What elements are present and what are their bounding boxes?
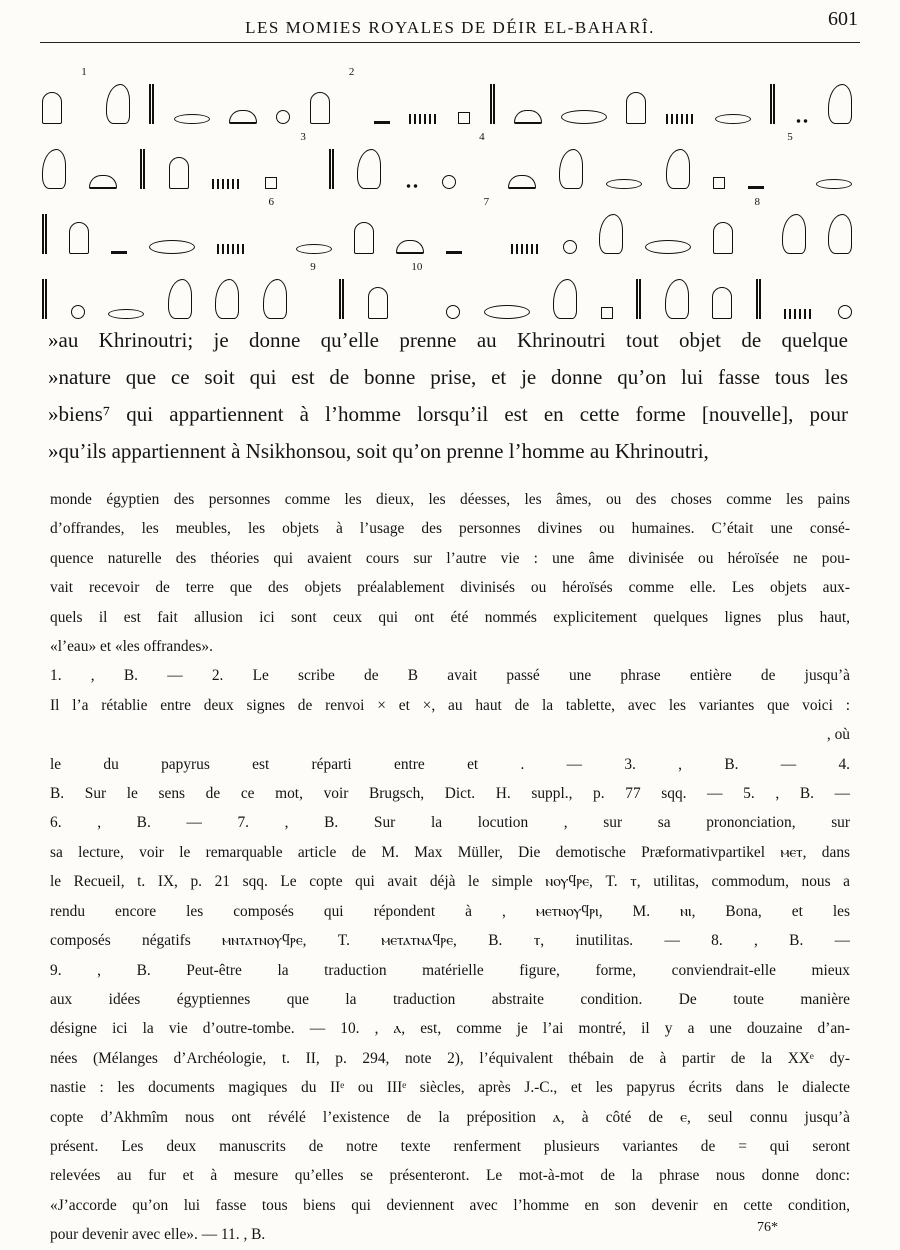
stool-glyph [265, 177, 277, 189]
seated-figure-glyph [310, 92, 330, 124]
placenta-glyph [838, 305, 852, 319]
note-marker: 2 [348, 66, 355, 78]
note-line: copte d’Akhmîm nous ont révélé l’existence de la préposition ⲁ, à côté de ⲉ, seul connu jusqu’à [50, 1108, 850, 1126]
placenta-glyph [276, 110, 290, 124]
bird-glyph [666, 149, 690, 189]
reed-glyph [329, 149, 334, 189]
note-line: rendu encore les composés qui répondent à , ⲙⲉⲧⲛⲟⲩϥⲣⲓ, M. ⲛⲓ, Bona, et les [50, 902, 850, 920]
hieroglyph-line [42, 257, 852, 319]
reed-glyph [490, 84, 495, 124]
seated-figure-glyph [69, 222, 89, 254]
reed-glyph [149, 84, 154, 124]
note-line: relevées au fur et à mesure qu’elles se présenteront. Le mot-à-mot de la phrase nous donne donc: [50, 1167, 850, 1185]
seated-figure-glyph [42, 92, 62, 124]
stool-glyph [458, 112, 470, 124]
basket-glyph [396, 240, 424, 254]
reed-glyph [42, 279, 47, 319]
bread-glyph [229, 110, 257, 124]
bird-glyph [782, 214, 806, 254]
note-line: désigne ici la vie d’outre-tombe. — 10. , ⲁ, est, comme je l’ai montré, il y a une douzaine d’an- [50, 1020, 850, 1038]
bread-glyph [514, 110, 542, 124]
hieroglyph-line [42, 127, 852, 189]
page-number: 601 [828, 8, 858, 30]
scarab-glyph [446, 305, 460, 319]
mouth-glyph [715, 114, 751, 124]
mouth-glyph [296, 244, 332, 254]
note-marker: 4 [479, 131, 485, 143]
note-line: quence naturelle des théories qui avaient cours sur l’autre vie : une âme divinisée ou héroïsée ne pou- [50, 549, 850, 567]
seated-figure-glyph [626, 92, 646, 124]
hieroglyph-line [42, 192, 852, 254]
footnotes [50, 485, 850, 1250]
mouth-glyph [108, 309, 144, 319]
note-line: 9. , B. Peut-être la traduction matérielle figure, forme, conviendrait-elle mieux [50, 961, 850, 979]
stroke-glyph [748, 186, 764, 189]
water-glyph [784, 309, 814, 319]
note-line: le Recueil, t. IX, p. 21 sqq. Le copte qui avait déjà le simple ⲛⲟⲩϥⲣⲉ, T. ⲧ, utilitas, commodum, nous a [50, 873, 850, 891]
page-header [40, 6, 860, 43]
reed-glyph [756, 279, 761, 319]
note-line: aux idées égyptiennes que la traduction abstraite condition. De toute manière [50, 990, 850, 1008]
translation [48, 322, 848, 470]
bird-glyph [42, 149, 66, 189]
water-glyph [666, 114, 696, 124]
scarab-glyph [563, 240, 577, 254]
bird-glyph [106, 84, 130, 124]
mouth-glyph [484, 305, 530, 319]
reed-glyph [140, 149, 145, 189]
mouth-glyph [606, 179, 642, 189]
note-marker: 6 [268, 196, 275, 208]
note-line: B. Sur le sens de ce mot, voir Brugsch, Dict. H. suppl., p. 77 sqq. — 5. , B. — [50, 785, 850, 803]
water-glyph [217, 244, 247, 254]
eye-glyph [149, 240, 195, 254]
note-line: sa lecture, voir le remarquable article de M. Max Müller, Die demotische Præformativpartikel ⲙⲉⲧ, dans [50, 843, 850, 861]
stool-glyph [601, 307, 613, 319]
plural-strokes-glyph [405, 183, 419, 189]
note-marker: 3 [300, 131, 306, 143]
running-title: LES MOMIES ROYALES DE DÉIR EL-BAHARÎ. [245, 18, 655, 37]
note-line: présent. Les deux manuscrits de notre texte renferment plusieurs variantes de = qui seront [50, 1137, 850, 1155]
note-marker: 8 [754, 196, 760, 208]
stool-glyph [713, 177, 725, 189]
bird-glyph [263, 279, 287, 319]
note-line: pour devenir avec elle». — 11. , B. [50, 1226, 266, 1244]
note-line: 6. , B. — 7. , B. Sur la locution , sur sa prononciation, sur [50, 814, 850, 832]
stroke-glyph [446, 251, 462, 254]
hieroglyph-line [42, 62, 852, 124]
bird-glyph [553, 279, 577, 319]
seated-figure-glyph [354, 222, 374, 254]
bread-glyph [89, 175, 117, 189]
stroke-glyph [374, 121, 390, 124]
bird-glyph [828, 214, 852, 254]
water-glyph [409, 114, 439, 124]
seated-figure-glyph [368, 287, 388, 319]
note-line: Il l’a rétablie entre deux signes de renvoi × et ×, au haut de la tablette, avec les variantes que voici : [50, 696, 850, 714]
hieroglyphic-text [42, 62, 852, 322]
note-line: monde égyptien des personnes comme les dieux, les déesses, les âmes, ou des choses comme les pains [50, 491, 850, 508]
water-glyph [212, 179, 242, 189]
bird-glyph [357, 149, 381, 189]
bird-glyph [215, 279, 239, 319]
mouth-glyph [645, 240, 691, 254]
water-glyph [511, 244, 541, 254]
bird-glyph [599, 214, 623, 254]
note-line: composés négatifs ⲙⲛⲧⲁⲧⲛⲟⲩϥⲣⲉ, T. ⲙⲉⲧⲁⲧⲛⲁϥⲣⲉ, B. ⲧ, inutilitas. — 8. , B. — [50, 932, 850, 950]
note-line: d’offrandes, les meubles, les objets à l’usage des personnes divines ou humaines. C’était une consé- [50, 520, 850, 538]
note-line: le du papyrus est réparti entre et . — 3. , B. — 4. [50, 755, 850, 773]
translation-line: »nature que ce soit qui est de bonne prise, et je donne qu’on lui fasse tous les [48, 365, 848, 389]
reed-glyph [636, 279, 641, 319]
basket-glyph [508, 175, 536, 189]
bird-glyph [828, 84, 852, 124]
signature-mark: 76* [757, 1220, 778, 1235]
scarab-glyph [71, 305, 85, 319]
translation-line: »biens⁷ qui appartiennent à l’homme lorsqu’il est en cette forme [nouvelle], pour [48, 402, 848, 426]
note-line: nastie : les documents magiques du IIᵉ ou IIIᵉ siècles, après J.-C., et les papyrus écrits dans le dialecte [50, 1079, 850, 1097]
mouth-glyph [561, 110, 607, 124]
plural-strokes-glyph [795, 118, 809, 124]
translation-line: »au Khrinoutri; je donne qu’elle prenne au Khrinoutri tout objet de quelque [48, 328, 848, 352]
reed-glyph [339, 279, 344, 319]
bird-glyph [665, 279, 689, 319]
note-marker: 9 [310, 261, 316, 273]
placenta-glyph [442, 175, 456, 189]
note-line: «J’accorde qu’on lui fasse tous biens qui deviennent avec l’homme en son devenir en cette condition, [50, 1196, 850, 1214]
note-line: vait recevoir de terre que des objets préalablement divinisés ou héroïsés comme elle. Les objets aux- [50, 579, 850, 597]
note-marker: 5 [787, 131, 793, 143]
seated-figure-glyph [712, 287, 732, 319]
note-marker: 10 [411, 261, 423, 273]
note-line: «l’eau» et «les offrandes». [50, 638, 213, 656]
note-line: , où [826, 726, 850, 744]
note-marker: 1 [81, 66, 87, 78]
bird-glyph [559, 149, 583, 189]
seated-figure-glyph [713, 222, 733, 254]
reed-glyph [770, 84, 775, 124]
note-line: quels il est fait allusion ici sont ceux qui ont été nommés explicitement quelques lignes plus haut, [50, 608, 850, 626]
mouth-glyph [816, 179, 852, 189]
note-line: nées (Mélanges d’Archéologie, t. II, p. 294, note 2), l’équivalent thébain de à partir de la XXᵉ dy- [50, 1049, 850, 1067]
translation-line: »qu’ils appartiennent à Nsikhonsou, soit qu’on prenne l’homme au Khrinoutri, [48, 439, 709, 463]
stroke-glyph [111, 251, 127, 254]
bird-glyph [168, 279, 192, 319]
reed-glyph [42, 214, 47, 254]
mouth-glyph [174, 114, 210, 124]
note-line: 1. , B. — 2. Le scribe de B avait passé une phrase entière de jusqu’à [50, 667, 850, 685]
note-marker: 7 [483, 196, 490, 208]
seated-figure-glyph [169, 157, 189, 189]
